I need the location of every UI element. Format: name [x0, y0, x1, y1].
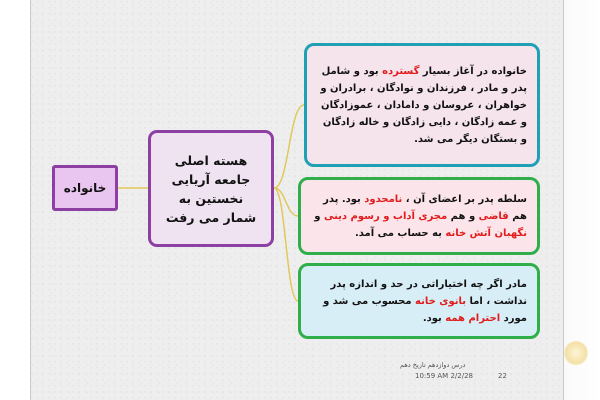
- branch-node-text: [317, 63, 527, 148]
- center-node: [148, 130, 274, 247]
- text-segment: به حساب می آمد.: [354, 227, 446, 239]
- branch-node-extended-family: [304, 43, 540, 167]
- text-segment: بود. پدر هم: [323, 193, 527, 222]
- footer-lesson-title: درس دوازدهم تاریخ دهم: [400, 361, 466, 369]
- text-segment: خانواده در آغاز بسیار: [419, 65, 527, 77]
- text-segment: مادر اگر چه اختیاراتی در حد و اندازه پدر نداشت ، اما: [330, 278, 527, 307]
- root-node-label: خانواده: [63, 181, 107, 195]
- emphasis-text: بانوی خانه: [415, 295, 466, 307]
- branch-node-text: [311, 276, 527, 327]
- text-segment: بود.: [422, 312, 446, 324]
- emphasis-text: نامحدود: [364, 193, 403, 205]
- text-segment: سلطه پدر بر اعضای آن ،: [402, 193, 527, 205]
- branch-node-father-authority: [298, 177, 540, 255]
- corner-glow-decoration: [564, 340, 588, 366]
- emphasis-text: گسترده: [382, 65, 420, 77]
- text-segment: و: [314, 210, 324, 222]
- emphasis-text: نگهبان آتش خانه: [445, 227, 527, 239]
- emphasis-text: قاضی: [478, 210, 509, 222]
- connector-center-leaf1: [274, 105, 304, 188]
- text-segment: محسوب می شد و مورد: [323, 295, 527, 324]
- footer-datetime: 10:59 AM 2/2/28: [415, 372, 473, 380]
- root-node: [52, 165, 118, 211]
- connector-center-leaf3: [274, 188, 298, 301]
- branch-node-mother-role: [298, 263, 540, 339]
- emphasis-text: احترام همه: [445, 312, 501, 324]
- emphasis-text: مجری آداب و رسوم دینی: [323, 210, 448, 222]
- text-segment: بود و شامل پدر و مادر ، فرزندان و نوادگان ، برادران و خواهران ، عروسان و دامادان ، عموزادگان و عمه زادگان ، دایی زادگان و خاله زادگان و بستگان دیگر می شد.: [320, 65, 527, 145]
- center-node-label: هسته اصلی جامعه آریایی نخستین به شمار می رفت: [165, 152, 257, 225]
- slide-number: 22: [498, 372, 507, 380]
- branch-node-text: [311, 191, 527, 242]
- text-segment: و هم: [447, 210, 479, 222]
